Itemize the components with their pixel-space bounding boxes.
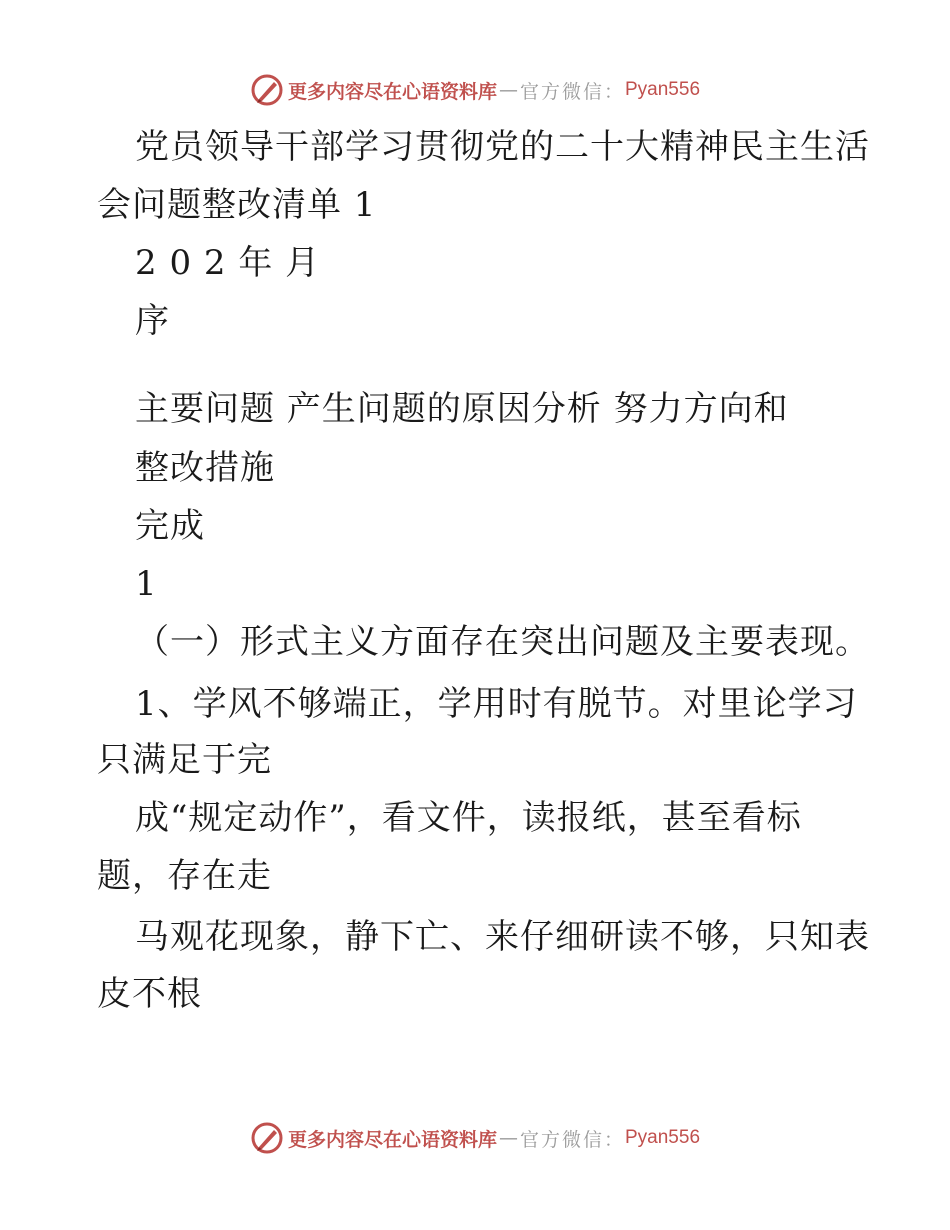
doc-paragraph-line-6: 皮不根: [97, 974, 202, 1014]
watermark-separator: —: [498, 1127, 518, 1149]
doc-paragraph-line-3: 成“规定动作”，看文件，读报纸，甚至看标: [135, 798, 802, 838]
doc-paragraph-line-2: 只满足于完: [97, 740, 272, 780]
doc-number-line: 1: [135, 564, 158, 604]
watermark-site: 更多内容尽在心语资料库: [287, 1128, 497, 1151]
doc-date-line: 2 0 2 年 月: [135, 243, 321, 283]
doc-paragraph-line-5: 马观花现象，静下亡、来仔细研读不够，只知表: [135, 917, 870, 957]
pen-logo-icon: [250, 1121, 284, 1155]
doc-order-heading: 序: [135, 301, 170, 341]
footer-watermark: [0, 1118, 950, 1158]
doc-title-line-1: 党员领导干部学习贯彻党的二十大精神民主生活: [135, 127, 870, 167]
doc-complete-heading: 完成: [135, 506, 205, 546]
header-watermark: [0, 70, 950, 110]
watermark-wechat-label: 官方微信：: [519, 1128, 625, 1151]
watermark-wechat-id: Pyan556: [625, 1127, 701, 1148]
watermark-separator: —: [498, 79, 518, 101]
doc-paragraph-line-1: 1、学风不够端正，学用时有脱节。对里论学习: [135, 684, 858, 724]
doc-columns-line-2: 整改措施: [135, 448, 275, 488]
doc-title-line-2: 会问题整改清单 1: [97, 185, 377, 225]
doc-section-heading: （一）形式主义方面存在突出问题及主要表现。: [135, 622, 870, 662]
doc-paragraph-line-4: 题，存在走: [97, 856, 272, 896]
watermark-wechat-label: 官方微信：: [519, 80, 625, 103]
watermark-wechat-id: Pyan556: [625, 79, 701, 100]
pen-logo-icon: [250, 73, 284, 107]
doc-columns-line-1: 主要问题 产生问题的原因分析 努力方向和: [135, 389, 789, 429]
watermark-site: 更多内容尽在心语资料库: [287, 80, 497, 103]
